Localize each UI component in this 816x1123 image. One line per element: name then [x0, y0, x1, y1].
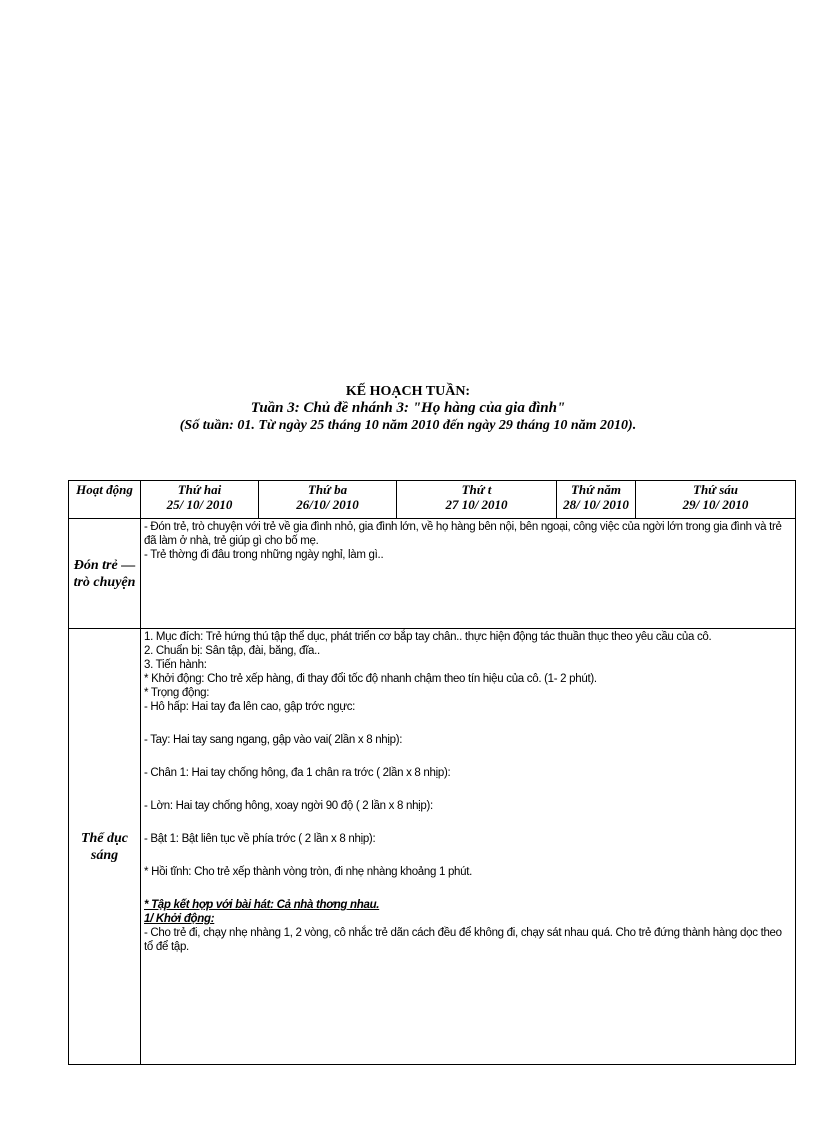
day-header-tue: Thứ ba 26/10/ 2010: [259, 481, 397, 519]
text-line: * Hồi tĩnh: Cho trẻ xếp thành vòng tròn, đi nhẹ nhàng khoảng 1 phút.: [144, 866, 473, 878]
text-line: 1. Mục đích: Trẻ hứng thú tập thể dục, phát triển cơ bắp tay chân.. thực hiện động tác thuần thục theo yêu cầu của cô.: [144, 631, 712, 643]
page-title: KẾ HOẠCH TUẦN:: [345, 384, 471, 399]
date-range: (Số tuần: 01. Từ ngày 25 tháng 10 năm 2010 đến ngày 29 tháng 10 năm 2010).: [179, 418, 637, 433]
day-header-mon: Thứ hai 25/ 10/ 2010: [141, 481, 259, 519]
text-line: * Khởi động: Cho trẻ xếp hàng, đi thay đổi tốc độ nhanh chậm theo tín hiệu của cô. (1- 2 phút).: [144, 673, 597, 685]
day-header-fri: Thứ sáu 29/ 10/ 2010: [636, 481, 796, 519]
day-header-wed: Thứ t 27 10/ 2010: [397, 481, 557, 519]
text-line: - Tay: Hai tay sang ngang, gập vào vai( 2lần x 8 nhịp):: [144, 734, 403, 746]
row-label-greeting: Đón trẻ — trò chuyện: [69, 519, 141, 629]
text-line: 3. Tiến hành:: [144, 659, 207, 671]
header-row: [69, 481, 796, 519]
weekly-plan-table: [68, 480, 796, 1065]
greeting-content: [141, 519, 796, 629]
document-header: [0, 384, 816, 434]
warmup-heading: 1/ Khởi động:: [144, 913, 215, 925]
activity-column-header: Hoạt động: [69, 481, 141, 519]
text-line: - Hô hấp: Hai tay đa lên cao, gập trớc ngực:: [144, 701, 356, 713]
text-line: - Chân 1: Hai tay chống hông, đa 1 chân ra trớc ( 2lần x 8 nhịp):: [144, 767, 451, 779]
text-line: * Trọng động:: [144, 687, 210, 699]
text-line: 2. Chuẩn bị: Sân tập, đài, băng, đĩa..: [144, 645, 320, 657]
day-header-thu: Thứ năm 28/ 10/ 2010: [557, 481, 636, 519]
song-exercise-heading: * Tập kết hợp với bài hát: Cả nhà thơng nhau.: [144, 899, 380, 911]
page-subtitle: Tuần 3: Chủ đề nhánh 3: "Họ hàng của gia đình": [250, 400, 566, 416]
exercise-content: [141, 629, 796, 1065]
row-greeting: [69, 519, 796, 629]
text-line: - Cho trẻ đi, chạy nhẹ nhàng 1, 2 vòng, cô nhắc trẻ dãn cách đều để không đi, chạy sát nhau quá. Cho trẻ đứng thành hàng dọc theo tổ để tập.: [144, 927, 782, 953]
row-label-exercise: Thể dục sáng: [69, 629, 141, 1065]
text-line: - Lờn: Hai tay chống hông, xoay ngời 90 độ ( 2 lần x 8 nhịp):: [144, 800, 433, 812]
text-line: - Đón trẻ, trò chuyện với trẻ về gia đình nhỏ, gia đình lớn, về họ hàng bên nội, bên ngoại, công việc của ngời lớn trong gia đình và trẻ đã làm ở nhà, trẻ giúp gì cho bố mẹ.: [144, 521, 782, 547]
text-line: - Bật 1: Bật liên tục về phía trớc ( 2 lần x 8 nhịp):: [144, 833, 376, 845]
row-morning-exercise: [69, 629, 796, 1065]
text-line: - Trẻ thờng đi đâu trong những ngày nghỉ, làm gì..: [144, 549, 384, 561]
